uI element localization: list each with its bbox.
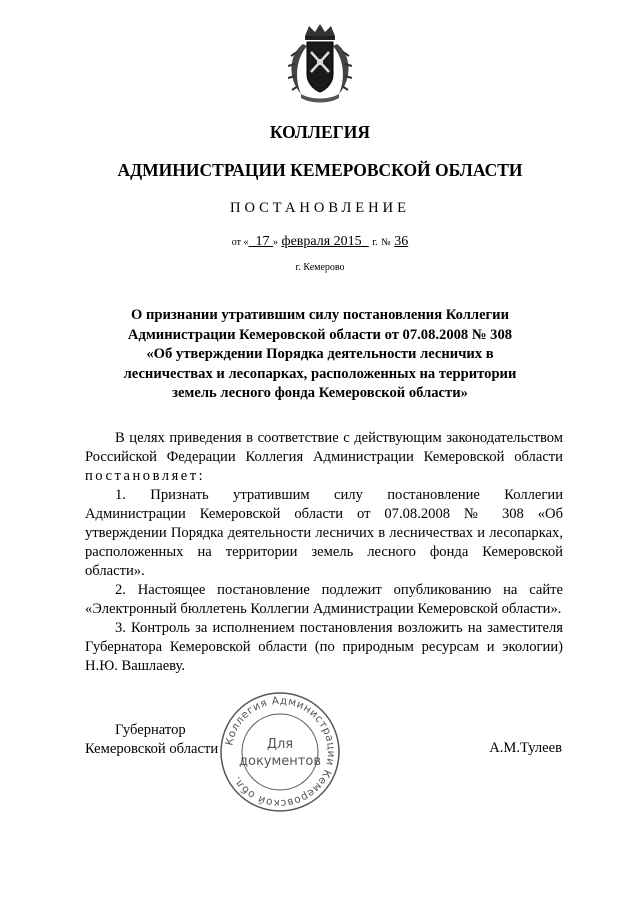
subject-line: «Об утверждении Порядка деятельности лесничих в: [146, 346, 494, 363]
document-subject: [108, 306, 532, 404]
number-label: №: [381, 237, 391, 248]
document-number: 36: [394, 234, 409, 249]
body-paragraph-1: 1. Признать утратившим силу постановление Коллегии Администрации Кемеровской области от 07.08.2008 № 308 «Об утверждении Порядка деятельности лесничих в лесничествах и лесопарках, расположенных на территории земель лесного фонда Кемеровской области».: [85, 487, 563, 579]
subject-line: О признании утратившим силу постановления Коллегии: [131, 307, 509, 323]
body-paragraph-preamble: В целях приведения в соответствие с действующим законодательством Российской Федерации Коллегия Администрации Кемеровской области постановляет:: [85, 430, 563, 484]
date-year-suffix: г.: [372, 237, 378, 248]
stamp-ring-text: Коллегия Администрации Кемеровской обл.: [223, 694, 338, 810]
date-prefix: от «: [231, 237, 249, 248]
coat-of-arms-emblem-icon: [285, 22, 355, 104]
resolves-word: постановляет:: [85, 468, 206, 484]
document-date-line: [0, 234, 640, 250]
date-day: 17: [255, 234, 270, 249]
document-type-heading: ПОСТАНОВЛЕНИЕ: [230, 200, 410, 216]
official-stamp: [218, 690, 342, 814]
subject-line: лесничествах и лесопарках, расположенных на территории: [123, 365, 517, 382]
organization-title-line1: КОЛЛЕГИЯ: [269, 122, 371, 142]
subject-line: Администрации Кемеровской области от 07.08.2008 № 308: [127, 326, 513, 343]
organization-title-line2: АДМИНИСТРАЦИИ КЕМЕРОВСКОЙ ОБЛАСТИ: [117, 160, 523, 180]
stamp-center-line1: Для: [266, 737, 294, 752]
stamp-center-line2: документов: [239, 754, 321, 769]
date-quote-close: »: [273, 237, 279, 248]
city-label: г. Кемерово: [295, 262, 345, 273]
subject-line: земель лесного фонда Кемеровской области»: [172, 385, 468, 402]
signatory-title-line2: Кемеровской области: [85, 741, 219, 757]
signatory-title: [85, 721, 218, 759]
document-body: [85, 429, 563, 676]
signatory-title-line1: Губернатор: [115, 722, 186, 738]
body-paragraph-3: 3. Контроль за исполнением постановления возложить на заместителя Губернатора Кемеровской области (по природным ресурсам и экологии) Н.Ю. Вашлаеву.: [85, 620, 563, 674]
date-month-year: февраля 2015: [281, 234, 362, 249]
body-paragraph-2: 2. Настоящее постановление подлежит опубликованию на сайте «Электронный бюллетень Коллегии Администрации Кемеровской области».: [85, 582, 563, 617]
signatory-name: А.М.Тулеев: [489, 740, 562, 756]
